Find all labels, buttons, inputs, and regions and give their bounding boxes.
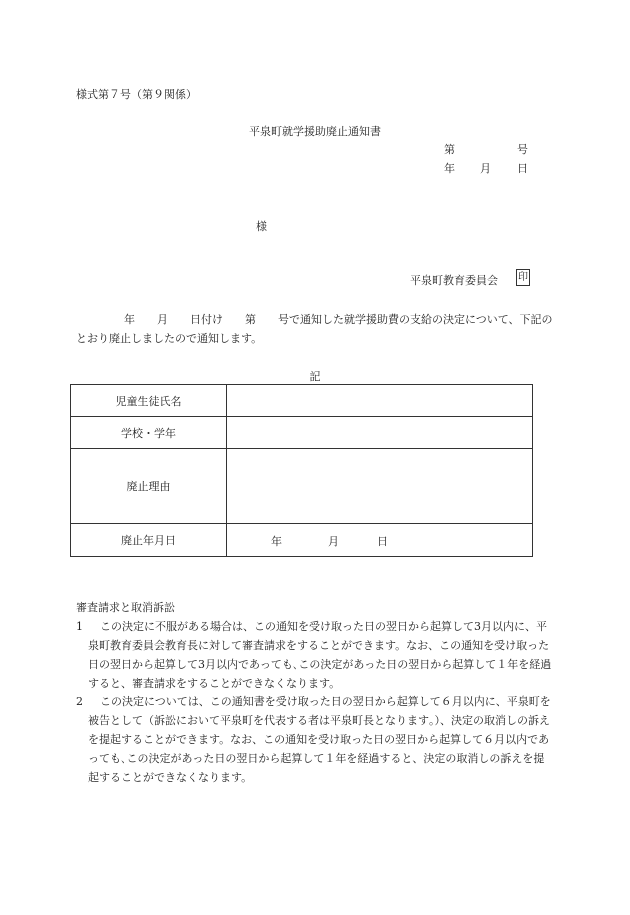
appeal-item-number: 2: [76, 695, 83, 708]
abolition-date-label: 廃止年月日: [71, 524, 227, 557]
date-day: 日: [517, 162, 528, 175]
student-name-field: [227, 385, 533, 417]
date-month: 月: [480, 162, 491, 175]
ki-heading: 記: [309, 370, 321, 383]
form-number: 様式第７号（第９関係）: [76, 88, 197, 101]
addressee-honorific: 様: [256, 220, 267, 233]
info-table: [70, 384, 533, 557]
abolition-date-field: [227, 524, 533, 557]
student-name-label: 児童生徒氏名: [71, 385, 227, 417]
abolition-date-year: 年: [271, 535, 282, 548]
appeal-item-text: この決定に不服がある場合は、この通知を受け取った日の翌日から起算して3月以内に、平泉町教育委員会教育長に対して審査請求をすることができます。なお、この通知を受け取った日の翌日から起算して3月以内であっても､この決定があった日の翌日から起算して１年を経過すると、審査請求をすることができなくなります。: [88, 620, 552, 690]
table-row: [71, 417, 533, 449]
appeal-heading: 審査請求と取消訴訟: [76, 601, 175, 614]
table-row: [71, 385, 533, 417]
abolition-date-month: 月: [328, 535, 339, 548]
sender-name: 平泉町教育委員会: [410, 274, 498, 287]
appeal-item: [76, 617, 554, 693]
appeal-item: [76, 692, 554, 787]
table-row: [71, 449, 533, 524]
doc-number-prefix: 第: [444, 143, 455, 156]
table-row: [71, 524, 533, 557]
doc-number-suffix: 号: [517, 143, 528, 156]
notice-body: 年 月 日付け 第 号で通知した就学援助費の支給の決定について、下記のとおり廃止しましたので通知します。: [76, 313, 553, 345]
appeal-item-text: この決定については、この通知書を受け取った日の翌日から起算して６月以内に、平泉町を被告として（訴訟において平泉町を代表する者は平泉町長となります｡）、決定の取消しの訴えを提起することができます。なお、この通知を受け取った日の翌日から起算して６月以内であっても､この決定があった日の翌日から起算して１年を経過すると、決定の取消しの訴えを提起することができなくなります。: [88, 695, 551, 784]
date-year: 年: [444, 162, 455, 175]
school-grade-label: 学校・学年: [71, 417, 227, 449]
document-title: 平泉町就学援助廃止通知書: [249, 125, 381, 138]
school-grade-field: [227, 417, 533, 449]
appeal-item-number: 1: [76, 620, 83, 633]
reason-label: 廃止理由: [71, 449, 227, 524]
reason-field: [227, 449, 533, 524]
seal-mark: 印: [516, 269, 530, 286]
abolition-date-day: 日: [377, 535, 388, 548]
